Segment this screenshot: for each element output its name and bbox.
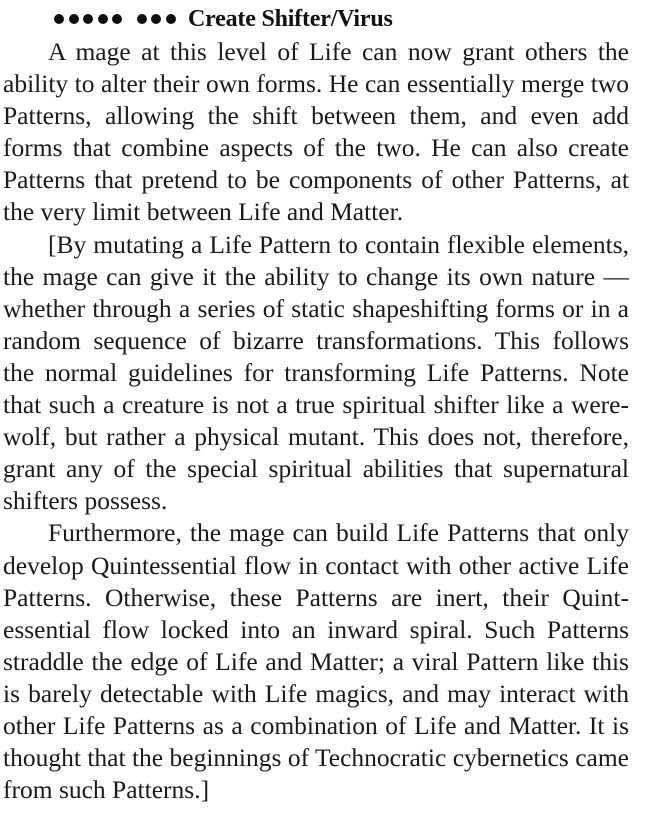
dot-icon (112, 14, 122, 24)
dot-icon (151, 14, 161, 24)
dot-icon (98, 14, 108, 24)
section-heading (3, 4, 629, 34)
dot-icon (69, 14, 79, 24)
paragraph: A mage at this level of Life can now grant others the ability to alter their own forms. He can essentially merge two Patterns, allowing the shift between them, and even add forms that combine aspects of the two. He can also create Patterns that pretend to be components of other Patterns, at the very limit between Life and Matter. (3, 37, 629, 227)
dot-icon (54, 14, 64, 24)
dot-icon (137, 14, 147, 24)
rating-dots (54, 14, 180, 24)
paragraph: Furthermore, the mage can build Life Patterns that only develop Quintessential flow in contact with other active Life Patterns. Otherwise, these Patterns are inert, their Quint-essential flow locked into an inward spiral. Such Patterns straddle the edge of Life and Matter; a viral Pattern like this is barely detectable with Life magics, and may interact with other Life Patterns as a combination of Life and Matter. It is thought that the beginnings of Technocratic cybernetics came from such Patterns.] (3, 518, 629, 805)
document-page (3, 4, 629, 806)
section-title: Create Shifter/Virus (188, 5, 393, 32)
dot-icon (83, 14, 93, 24)
paragraph: [By mutating a Life Pattern to contain flexible elements, the mage can give it the ability to change its own nature — whether through a series of static shapeshifting forms or in a random sequence of bizarre transformations. This follows the normal guidelines for transforming Life Patterns. Note that such a creature is not a true spiritual shifter like a were-wolf, but rather a physical mutant. This does not, therefore, grant any of the special spiritual abilities that supernatural shifters possess. (3, 229, 629, 516)
dot-icon (166, 14, 176, 24)
